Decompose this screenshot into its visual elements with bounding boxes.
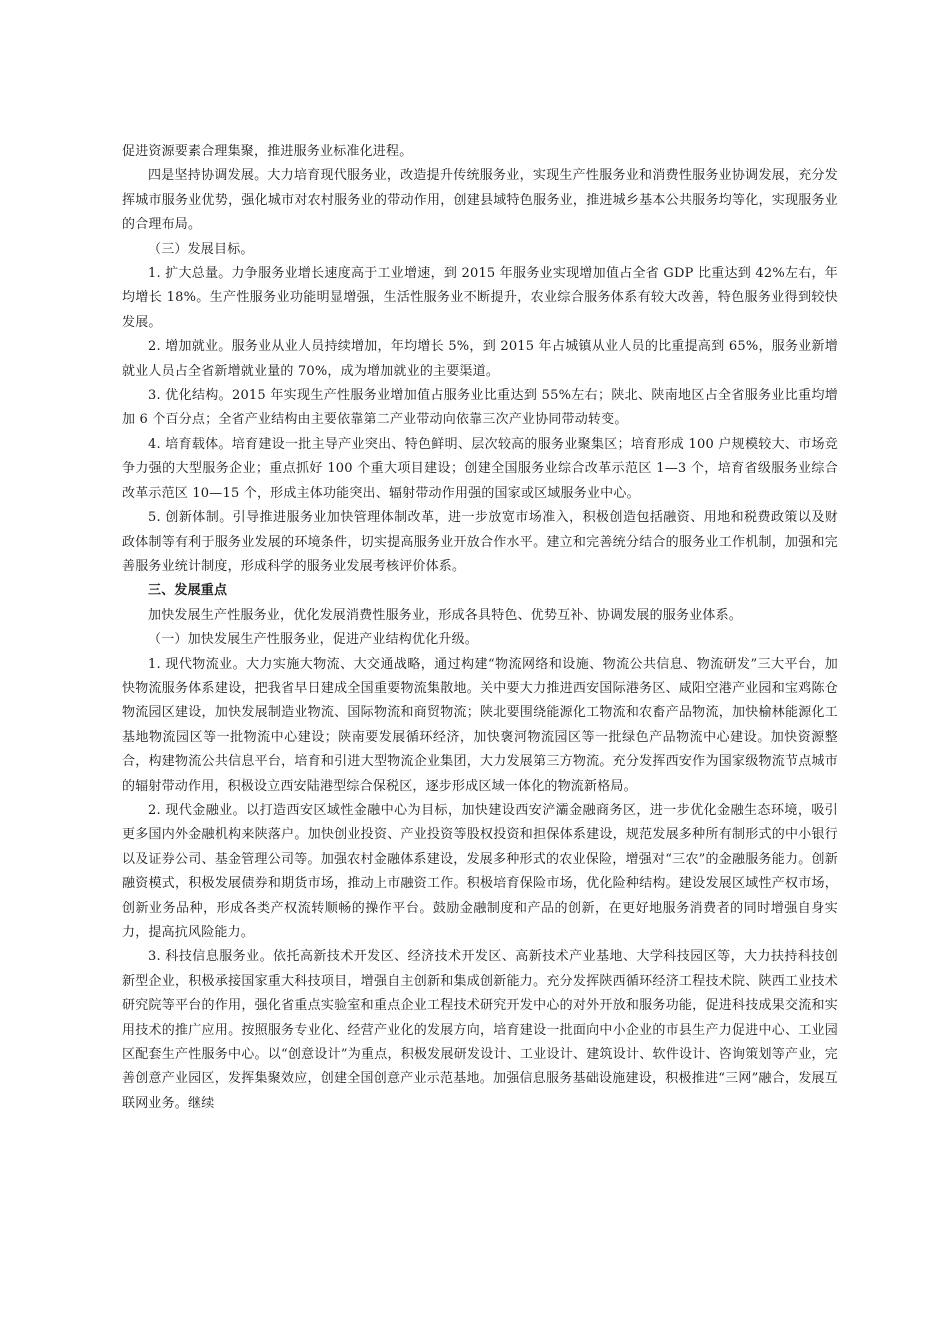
goal-increase-employment: 2. 增加就业。服务业从业人员持续增加，年均增长 5%，到 2015 年占城镇从业人员的比重提高到 65%，服务业新增就业人员占全省新增就业量的 70%，成为增加就业的主要渠道。 — [122, 339, 838, 379]
goal-optimize-structure: 3. 优化结构。2015 年实现生产性服务业增加值占服务业比重达到 55%左右；陕北、陕南地区占全省服务业比重均增加 6 个百分点；全省产业结构由主要依靠第二产业带动向依靠三次产业协同带动转变。 — [122, 388, 838, 428]
paragraph-continuation: 促进资源要素合理集聚，推进服务业标准化进程。 — [122, 144, 413, 159]
document-body — [122, 140, 838, 1116]
paragraph-priorities-intro: 加快发展生产性服务业，优化发展消费性服务业，形成各具特色、优势互补、协调发展的服务业体系。 — [148, 607, 743, 623]
goal-cultivate-carriers: 4. 培育载体。培育建设一批主导产业突出、特色鲜明、层次较高的服务业聚集区；培育形成 100 户规模较大、市场竞争力强的大型服务企业；重点抓好 100 个重大项目建设；创建全国服务业综合改革示范区 1—3 个，培育省级服务业综合改革示范区 10—15 个，形成主体功能突出、辐射带动作用强的国家或区域服务业中心。 — [122, 436, 838, 501]
subheading-producer-services: （一）加快发展生产性服务业，促进产业结构优化升级。 — [148, 632, 479, 648]
item-modern-finance: 2. 现代金融业。以打造西安区域性金融中心为目标，加快建设西安浐灞金融商务区，进一步优化金融生态环境，吸引更多国内外金融机构来陕落户。加快创业投资、产业投资等股权投资和担保体系建设，规范发展多种所有制形式的中小银行以及证券公司、基金管理公司等。加强农村金融体系建设，发展多种形式的农业保险，增强对“三农”的金融服务能力。创新融资模式，积极发展债券和期货市场，推动上市融资工作。积极培育保险市场，优化险种结构。建设发展区域性产权市场，创新业务品种，形成各类产权流转顺畅的操作平台。鼓励金融制度和产品的创新，在更好地服务消费者的同时增强自身实力，提高抗风险能力。 — [122, 802, 838, 940]
goal-innovate-system: 5. 创新体制。引导推进服务业加快管理体制改革，进一步放宽市场准入，积极创造包括融资、用地和税费政策以及财政体制等有利于服务业发展的环境条件，切实提高服务业开放合作水平。建立和完善统分结合的服务业工作机制，加强和完善服务业统计制度，形成科学的服务业发展考核评价体系。 — [122, 510, 838, 574]
paragraph-coordinated-development: 四是坚持协调发展。大力培育现代服务业，改造提升传统服务业，实现生产性服务业和消费性服务业协调发展，充分发挥城市服务业优势，强化城市对农村服务业的带动作用，创建县域特色服务业，推进城乡基本公共服务均等化，实现服务业的合理布局。 — [122, 168, 838, 233]
section-heading-priorities: 三、发展重点 — [148, 583, 228, 599]
subheading-development-goals: （三）发展目标。 — [148, 241, 254, 257]
goal-expand-total: 1. 扩大总量。力争服务业增长速度高于工业增速，到 2015 年服务业实现增加值占全省 GDP 比重达到 42%左右，年均增长 18%。生产性服务业功能明显增强，生活性服务业不断提升，农业综合服务体系有较大改善，特色服务业得到较快发展。 — [122, 266, 838, 330]
item-modern-logistics: 1. 现代物流业。大力实施大物流、大交通战略，通过构建“物流网络和设施、物流公共信息、物流研发”三大平台，加快物流服务体系建设，把我省早日建成全国重要物流集散地。关中要大力推进西安国际港务区、咸阳空港产业园和宝鸡陈仓物流园区建设，加快发展制造业物流、国际物流和商贸物流；陕北要围绕能源化工物流和农畜产品物流，加快榆林能源化工基地物流园区等一批物流中心建设；陕南要发展循环经济，加快褒河物流园区等一批绿色产品物流中心建设。加快资源整合，构建物流公共信息平台，培育和引进大型物流企业集团，大力发展第三方物流。充分发挥西安作为国家级物流节点城市的辐射带动作用，积极设立西安陆港型综合保税区，逐步形成区域一体化的物流新格局。 — [122, 656, 838, 794]
item-tech-info-services: 3. 科技信息服务业。依托高新技术开发区、经济技术开发区、高新技术产业基地、大学科技园区等，大力扶持科技创新型企业，积极承接国家重大科技项目，增强自主创新和集成创新能力。充分发挥陕西循环经济工程技术院、陕西工业技术研究院等平台的作用，强化省重点实验室和重点企业工程技术研究开发中心的对外开放和服务功能，促进科技成果交流和实用技术的推广应用。按照服务专业化、经营产业化的发展方向，培育建设一批面向中小企业的市县生产力促进中心、工业园区配套生产性服务中心。以“创意设计”为重点，积极发展研发设计、工业设计、建筑设计、软件设计、咨询策划等产业，完善创意产业园区，发挥集聚效应，创建全国创意产业示范基地。加强信息服务基础设施建设，积极推进“三网”融合，发展互联网业务。继续 — [122, 949, 838, 1111]
